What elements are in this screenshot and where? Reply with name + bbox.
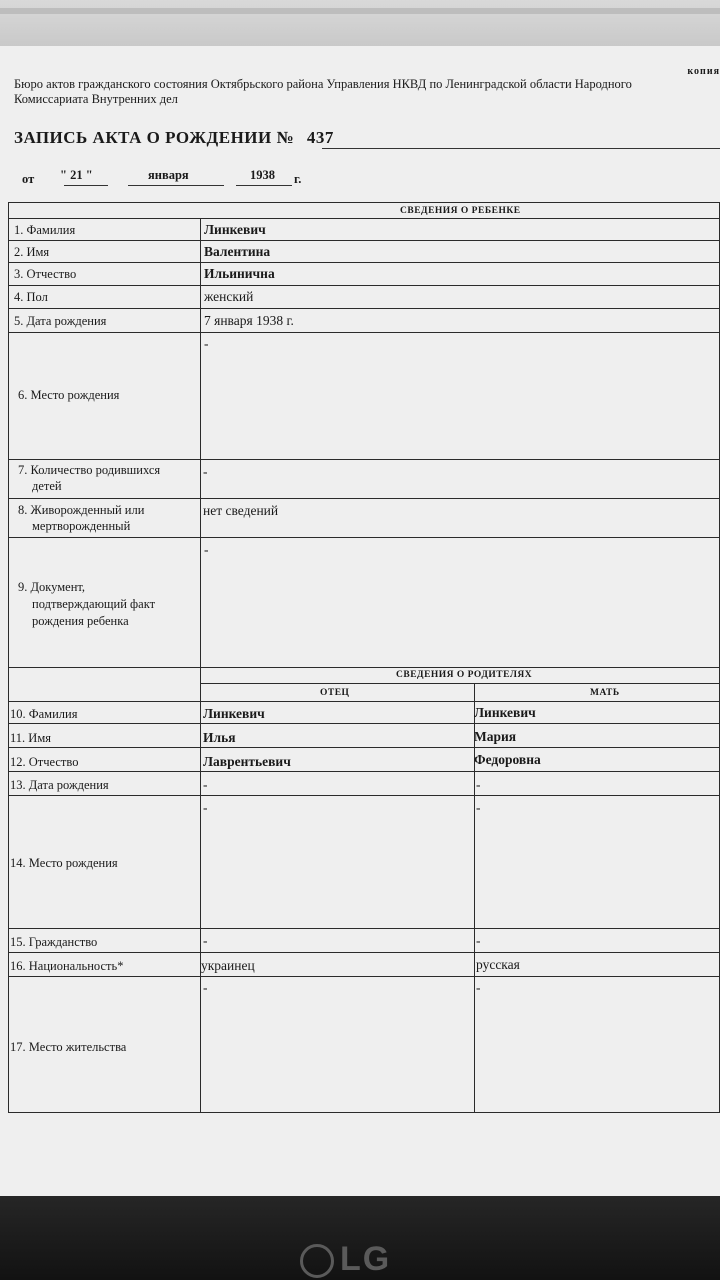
field-label: 4. Пол [14, 290, 48, 304]
children-count: - [203, 464, 208, 479]
field-label: 13. Дата рождения [10, 778, 109, 792]
field-label: 14. Место рождения [10, 856, 118, 870]
field-label: 8. Живорожденный или [18, 503, 145, 517]
date-day: " 21 " [60, 168, 93, 182]
father-patronymic: Лаврентьевич [203, 754, 291, 769]
agency-header: Бюро актов гражданского состояния Октябрьского района Управления НКВД по Ленинградской области Народного Комиссариата Внутренних дел [14, 77, 632, 106]
child-patronymic: Ильинична [204, 266, 275, 281]
parents-section-header: СВЕДЕНИЯ О РОДИТЕЛЯХ [396, 670, 533, 680]
field-label: 17. Место жительства [10, 1040, 127, 1054]
field-label: рождения ребенка [32, 614, 129, 628]
child-surname: Линкевич [204, 222, 266, 237]
mother-citizenship: - [476, 933, 481, 948]
field-label: 10. Фамилия [10, 707, 78, 721]
mother-patronymic: Федоровна [474, 752, 541, 767]
record-number: 437 [306, 128, 334, 147]
mother-birth-date: - [476, 777, 481, 792]
date-month: января [148, 168, 189, 182]
child-section-header: СВЕДЕНИЯ О РЕБЕНКЕ [400, 206, 521, 216]
document-screen [0, 46, 720, 1196]
father-surname: Линкевич [203, 706, 265, 721]
field-label: 5. Дата рождения [14, 314, 107, 328]
lg-circle-icon [300, 1244, 334, 1278]
birth-document: - [204, 542, 209, 557]
liveborn-status: нет сведений [203, 503, 279, 518]
record-title-text: ЗАПИСЬ АКТА О РОЖДЕНИИ № [14, 128, 295, 147]
mother-header: МАТЬ [590, 688, 620, 698]
field-label: 9. Документ, [18, 580, 86, 594]
mother-surname: Линкевич [474, 705, 536, 720]
date-from-label: от [22, 172, 35, 186]
child-birth-place: - [204, 336, 209, 351]
date-year-suffix: г. [294, 172, 302, 186]
father-birth-place: - [203, 800, 208, 815]
monitor-top-bezel [0, 0, 720, 46]
field-label: 2. Имя [14, 245, 50, 259]
field-label: 16. Национальность* [10, 959, 124, 973]
father-residence: - [203, 980, 208, 995]
field-label: 11. Имя [10, 731, 51, 745]
father-name: Илья [203, 730, 236, 745]
mother-residence: - [476, 980, 481, 995]
mother-name: Мария [474, 729, 517, 744]
field-label: мертворожденный [32, 519, 131, 533]
child-name: Валентина [204, 244, 271, 259]
field-label: подтверждающий факт [32, 597, 156, 611]
lg-logo-text: LG [340, 1240, 392, 1278]
field-label: 15. Гражданство [10, 935, 98, 949]
copy-tag: копия [687, 66, 720, 77]
date-year: 1938 [250, 168, 275, 182]
field-label: 12. Отчество [10, 755, 79, 769]
father-citizenship: - [203, 933, 208, 948]
father-birth-date: - [203, 777, 208, 792]
lg-logo [300, 1240, 410, 1280]
field-label: 6. Место рождения [18, 388, 120, 402]
father-header: ОТЕЦ [320, 688, 350, 698]
field-label: детей [32, 479, 62, 493]
field-label: 7. Количество родившихся [18, 463, 161, 477]
mother-birth-place: - [476, 800, 481, 815]
mother-nationality: русская [476, 957, 520, 972]
child-sex: женский [204, 289, 254, 304]
field-label: 1. Фамилия [14, 223, 76, 237]
child-birth-date: 7 января 1938 г. [204, 313, 294, 328]
father-nationality: украинец [201, 958, 255, 973]
field-label: 3. Отчество [14, 267, 77, 281]
